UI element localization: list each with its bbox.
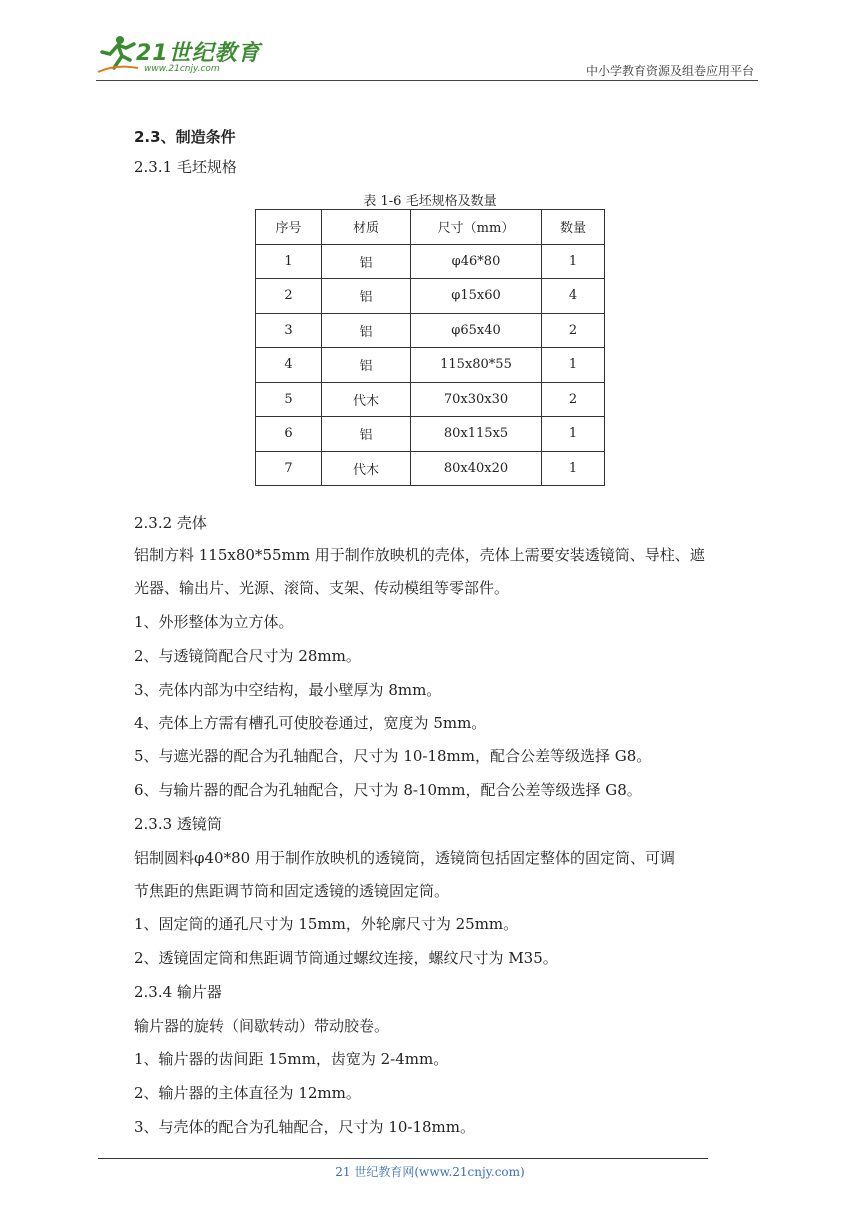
- table-cell: 4: [256, 348, 322, 383]
- footer-divider: [98, 1158, 708, 1159]
- lens-item: 1、固定筒的通孔尺寸为 15mm，外轮廓尺寸为 25mm。: [134, 915, 519, 933]
- shell-paragraph-line2: 光器、输出片、光源、滚筒、支架、传动模组等零部件。: [134, 579, 510, 597]
- table-cell: 3: [256, 313, 322, 348]
- header-cell: 尺寸（mm）: [411, 210, 542, 245]
- runner-logo-icon: [96, 34, 140, 74]
- table-cell: φ65x40: [411, 313, 542, 348]
- subsection-2-3-3: 2.3.3 透镜筒: [134, 815, 222, 833]
- blank-spec-table: [255, 209, 605, 486]
- table-row: [256, 382, 605, 417]
- table-cell: 7: [256, 451, 322, 486]
- table-row: [256, 451, 605, 486]
- logo-text: 21世纪教育: [136, 41, 261, 66]
- table-cell: 2: [256, 279, 322, 314]
- header-cell: 序号: [256, 210, 322, 245]
- table-cell: 铝: [322, 348, 411, 383]
- lens-item: 2、透镜固定筒和焦距调节筒通过螺纹连接，螺纹尺寸为 M35。: [134, 949, 558, 967]
- shell-item: 4、壳体上方需有槽孔可使胶卷通过，宽度为 5mm。: [134, 714, 487, 732]
- shell-item: 1、外形整体为立方体。: [134, 613, 294, 631]
- header-cell: 材质: [322, 210, 411, 245]
- shell-item: 6、与输片器的配合为孔轴配合，尺寸为 8-10mm，配合公差等级选择 G8。: [134, 781, 642, 799]
- table-cell: 1: [542, 417, 605, 452]
- table-cell: 1: [542, 244, 605, 279]
- table-cell: 80x40x20: [411, 451, 542, 486]
- feeder-item: 2、输片器的主体直径为 12mm。: [134, 1084, 361, 1102]
- table-cell: 115x80*55: [411, 348, 542, 383]
- table-cell: 5: [256, 382, 322, 417]
- subsection-2-3-2: 2.3.2 壳体: [134, 514, 207, 532]
- table-cell: 70x30x30: [411, 382, 542, 417]
- table-row: [256, 244, 605, 279]
- table-cell: φ15x60: [411, 279, 542, 314]
- site-logo: [96, 34, 266, 78]
- subsection-2-3-1: 2.3.1 毛坯规格: [134, 158, 237, 176]
- shell-item: 2、与透镜筒配合尺寸为 28mm。: [134, 647, 361, 665]
- table-cell: 代木: [322, 382, 411, 417]
- table-cell: 2: [542, 313, 605, 348]
- table-row: [256, 417, 605, 452]
- header-cell: 数量: [542, 210, 605, 245]
- platform-name: 中小学教育资源及组卷应用平台: [585, 64, 754, 78]
- shell-paragraph-line1: 铝制方料 115x80*55mm 用于制作放映机的壳体，壳体上需要安装透镜筒、导柱、遮: [134, 546, 705, 564]
- table-cell: 2: [542, 382, 605, 417]
- table-cell: 6: [256, 417, 322, 452]
- table-cell: 1: [542, 348, 605, 383]
- table-cell: φ46*80: [411, 244, 542, 279]
- lens-paragraph-line1: 铝制圆料φ40*80 用于制作放映机的透镜筒，透镜筒包括固定整体的固定筒、可调: [134, 849, 675, 867]
- table-cell: 铝: [322, 313, 411, 348]
- feeder-item: 3、与壳体的配合为孔轴配合，尺寸为 10-18mm。: [134, 1118, 476, 1136]
- table-row: [256, 279, 605, 314]
- table-caption: 表 1-6 毛坯规格及数量: [363, 194, 497, 209]
- subsection-2-3-4: 2.3.4 输片器: [134, 983, 222, 1001]
- table-header-row: [256, 210, 605, 245]
- table-cell: 铝: [322, 417, 411, 452]
- shell-item: 5、与遮光器的配合为孔轴配合，尺寸为 10-18mm，配合公差等级选择 G8。: [134, 747, 652, 765]
- page-header: [96, 30, 758, 82]
- table-cell: 4: [542, 279, 605, 314]
- table-cell: 80x115x5: [411, 417, 542, 452]
- table-cell: 铝: [322, 279, 411, 314]
- shell-item: 3、壳体内部为中空结构，最小壁厚为 8mm。: [134, 681, 442, 699]
- table-cell: 1: [542, 451, 605, 486]
- feeder-item: 1、输片器的齿间距 15mm，齿宽为 2-4mm。: [134, 1050, 449, 1068]
- table-cell: 代木: [322, 451, 411, 486]
- logo-url: www.21cnjy.com: [144, 64, 220, 74]
- table-cell: 铝: [322, 244, 411, 279]
- feeder-paragraph: 输片器的旋转（间歇转动）带动胶卷。: [134, 1017, 390, 1035]
- lens-paragraph-line2: 节焦距的焦距调节筒和固定透镜的透镜固定筒。: [134, 882, 450, 900]
- table-row: [256, 313, 605, 348]
- footer-text: 21 世纪教育网(www.21cnjy.com): [335, 1165, 525, 1179]
- table-row: [256, 348, 605, 383]
- header-divider: [96, 80, 758, 81]
- table-cell: 1: [256, 244, 322, 279]
- section-title: 2.3、制造条件: [134, 128, 236, 146]
